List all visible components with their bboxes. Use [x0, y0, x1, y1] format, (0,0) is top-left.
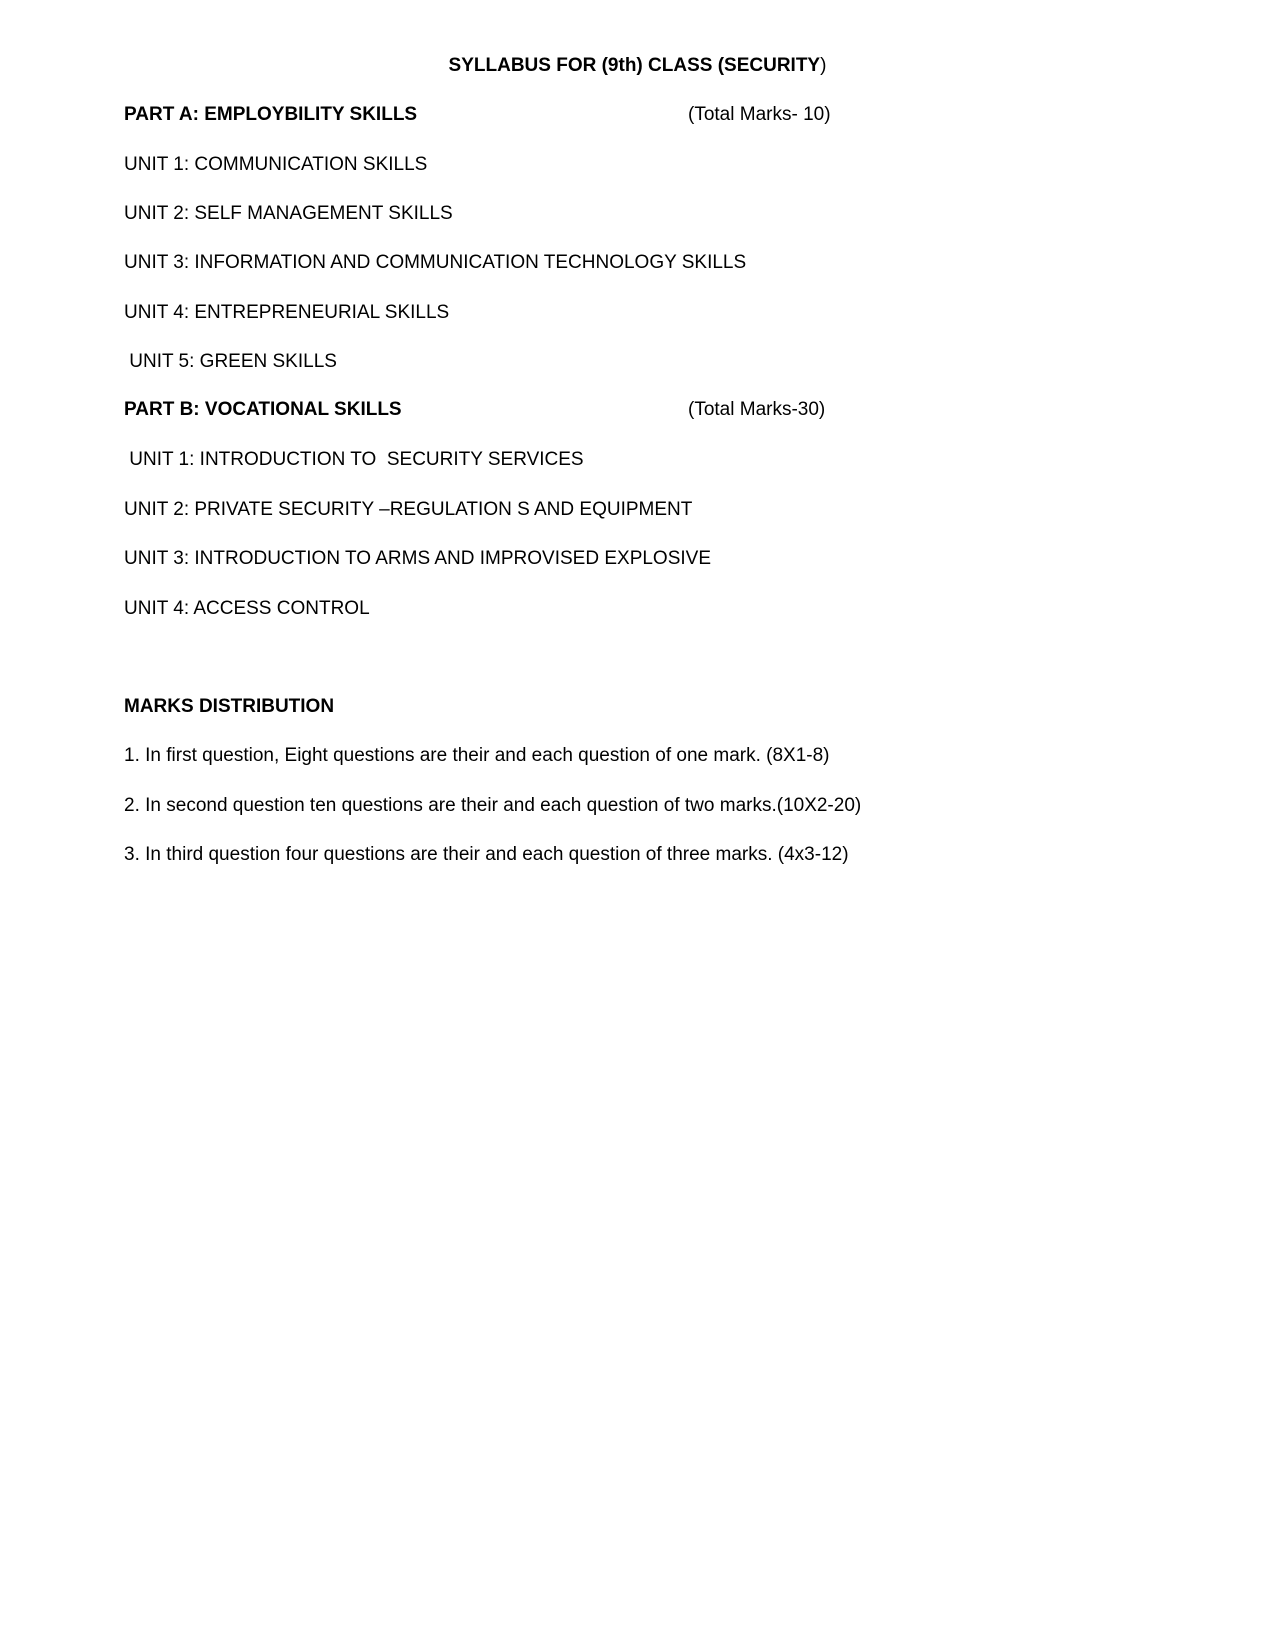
- part-b-unit-4: UNIT 4: ACCESS CONTROL: [124, 598, 370, 619]
- part-a-unit-3: UNIT 3: INFORMATION AND COMMUNICATION TECHNOLOGY SKILLS: [124, 252, 747, 273]
- marks-distribution-heading: MARKS DISTRIBUTION: [124, 696, 335, 717]
- part-a-unit-2: UNIT 2: SELF MANAGEMENT SKILLS: [124, 203, 453, 224]
- part-b-unit-1: UNIT 1: INTRODUCTION TO SECURITY SERVICES: [124, 449, 584, 470]
- document-title-close-paren: ): [820, 55, 827, 76]
- part-b-total-marks: (Total Marks-30): [688, 399, 826, 420]
- marks-distribution-item-2: 2. In second question ten questions are their and each question of two marks.(10X2-20): [124, 795, 862, 816]
- document-title-main: SYLLABUS FOR (9th) CLASS (SECURITY: [448, 55, 821, 76]
- part-a-heading: PART A: EMPLOYBILITY SKILLS: [124, 104, 418, 125]
- marks-distribution-item-3: 3. In third question four questions are their and each question of three marks. (4x3-12): [124, 844, 849, 865]
- part-a-total-marks: (Total Marks- 10): [688, 104, 831, 125]
- part-b-unit-3: UNIT 3: INTRODUCTION TO ARMS AND IMPROVISED EXPLOSIVE: [124, 548, 712, 569]
- part-b-heading: PART B: VOCATIONAL SKILLS: [124, 399, 402, 420]
- part-a-unit-4: UNIT 4: ENTREPRENEURIAL SKILLS: [124, 302, 450, 323]
- document-title: [0, 54, 1275, 78]
- part-a-unit-5: UNIT 5: GREEN SKILLS: [124, 351, 337, 372]
- part-a-unit-1: UNIT 1: COMMUNICATION SKILLS: [124, 154, 428, 175]
- marks-distribution-item-1: 1. In first question, Eight questions are their and each question of one mark. (8X1-8): [124, 745, 830, 766]
- part-b-unit-2: UNIT 2: PRIVATE SECURITY –REGULATION S AND EQUIPMENT: [124, 499, 693, 520]
